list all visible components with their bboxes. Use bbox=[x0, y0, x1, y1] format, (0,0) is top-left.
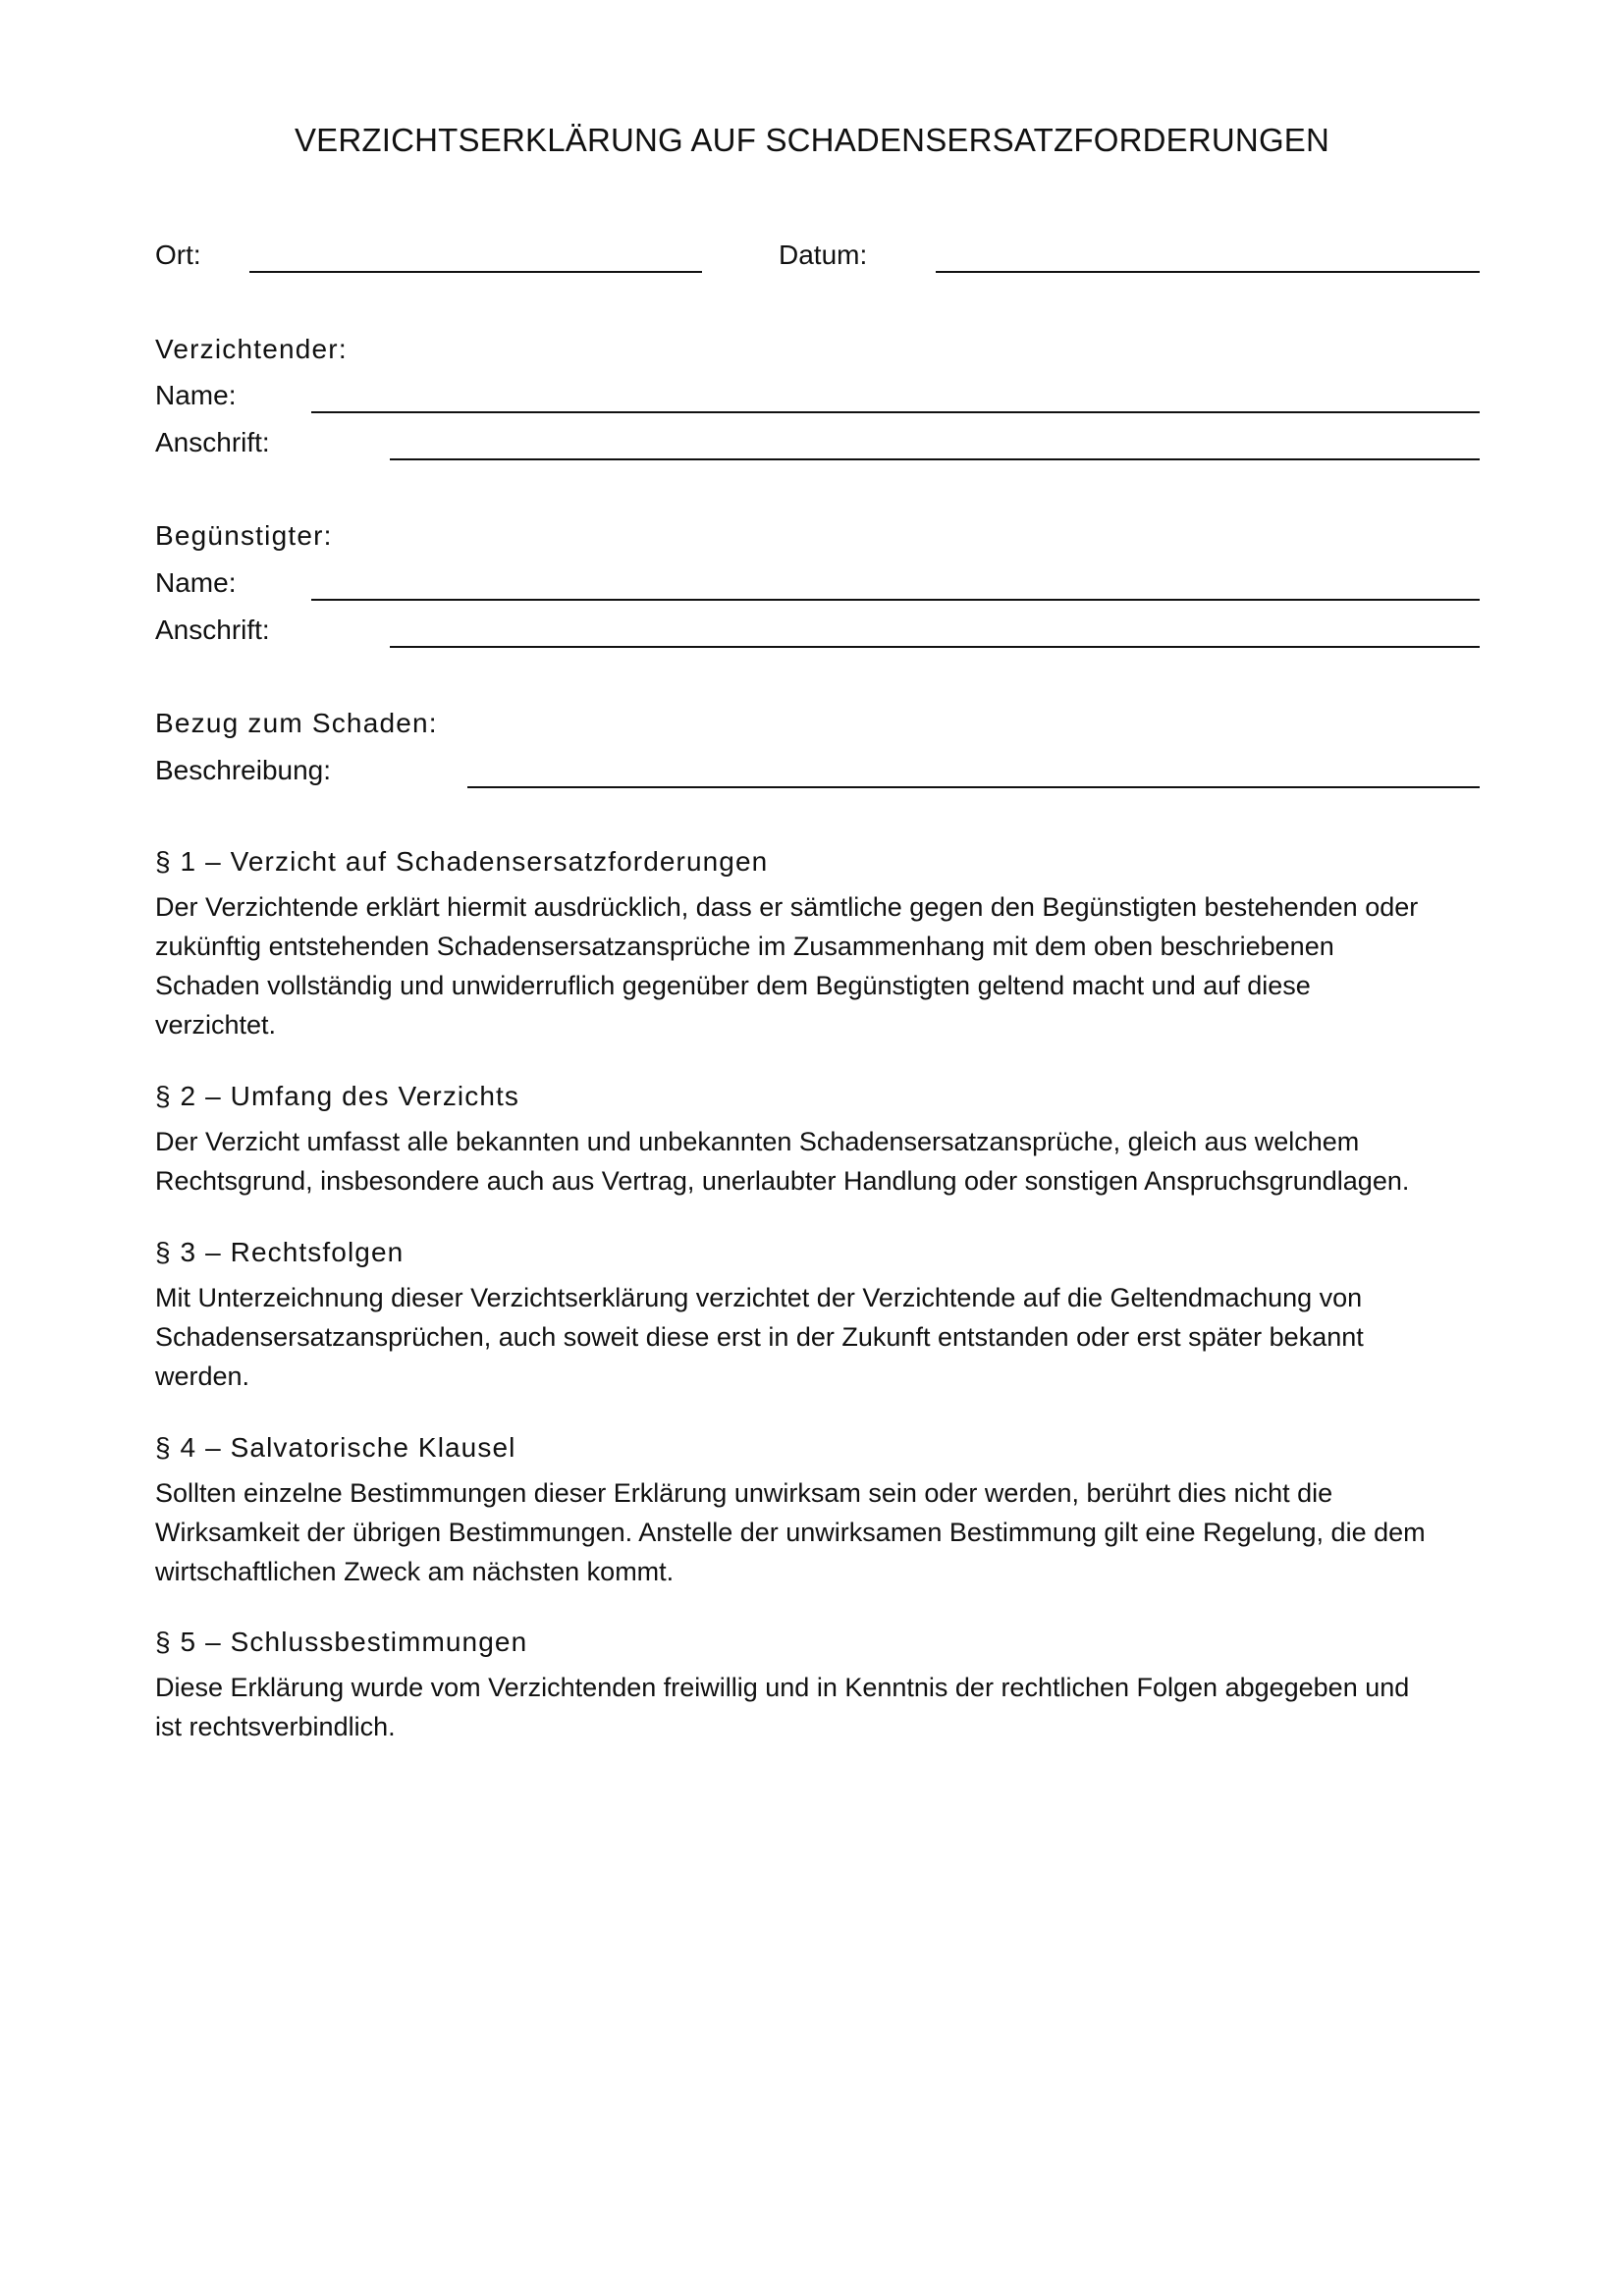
section-4 bbox=[155, 1428, 1490, 1591]
beneficiary-heading: Begünstigter: bbox=[155, 520, 333, 551]
beneficiary-name-label: Name: bbox=[155, 567, 237, 598]
document-title: VERZICHTSERKLÄRUNG AUF SCHADENSERSATZFORDERUNGEN bbox=[294, 122, 1330, 158]
waiver-party-heading: Verzichtender: bbox=[155, 334, 348, 364]
damage-description-line bbox=[467, 786, 1480, 788]
date-field[interactable] bbox=[936, 236, 1480, 271]
beneficiary-address-line bbox=[390, 646, 1480, 648]
section-body: Sollten einzelne Bestimmungen dieser Erklärung unwirksam sein oder werden, berührt dies nicht die Wirksamkeit der übrigen Bestimmungen. Anstelle der unwirksamen Bestimmung gilt eine Regelung, die dem wirtschaftlichen Zweck am nächsten kommt. bbox=[155, 1478, 1426, 1586]
beneficiary-address-field[interactable] bbox=[390, 611, 1480, 646]
damage-description-field[interactable] bbox=[467, 751, 1480, 786]
section-title: § 3 – Rechtsfolgen bbox=[155, 1237, 405, 1267]
waiver-party-name-field[interactable] bbox=[311, 376, 1480, 411]
section-3 bbox=[155, 1233, 1490, 1396]
section-2 bbox=[155, 1077, 1490, 1201]
section-body: Der Verzicht umfasst alle bekannten und unbekannten Schadensersatzansprüche, gleich aus welchem Rechtsgrund, insbesondere auch aus Vertrag, unerlaubter Handlung oder sonstigen Anspruchsgrundlagen. bbox=[155, 1127, 1410, 1196]
waiver-party-name-line bbox=[311, 411, 1480, 413]
section-5 bbox=[155, 1623, 1490, 1746]
waiver-party-address-field[interactable] bbox=[390, 423, 1480, 458]
waiver-party-address-line bbox=[390, 458, 1480, 460]
place-field[interactable] bbox=[249, 236, 702, 271]
date-label: Datum: bbox=[779, 240, 868, 270]
waiver-party-address-label: Anschrift: bbox=[155, 427, 270, 457]
waiver-party-name-label: Name: bbox=[155, 380, 237, 410]
beneficiary-name-field[interactable] bbox=[311, 563, 1480, 599]
section-title: § 5 – Schlussbestimmungen bbox=[155, 1627, 528, 1657]
section-title: § 1 – Verzicht auf Schadensersatzforderungen bbox=[155, 846, 769, 877]
place-label: Ort: bbox=[155, 240, 201, 270]
date-line bbox=[936, 271, 1480, 273]
section-title: § 2 – Umfang des Verzichts bbox=[155, 1081, 519, 1111]
place-line bbox=[249, 271, 702, 273]
section-body: Der Verzichtende erklärt hiermit ausdrücklich, dass er sämtliche gegen den Begünstigten bestehenden oder zukünftig entstehenden Schadensersatzansprüche im Zusammenhang mit dem oben beschriebenen Schaden vollständig und unwiderruflich gegenüber dem Begünstigten geltend macht und auf diese verzichtet. bbox=[155, 892, 1419, 1040]
beneficiary-address-label: Anschrift: bbox=[155, 614, 270, 645]
beneficiary-name-line bbox=[311, 599, 1480, 601]
section-body: Diese Erklärung wurde vom Verzichtenden freiwillig und in Kenntnis der rechtlichen Folgen abgegeben und ist rechtsverbindlich. bbox=[155, 1673, 1410, 1741]
damage-reference-heading: Bezug zum Schaden: bbox=[155, 708, 438, 738]
section-body: Mit Unterzeichnung dieser Verzichtserklärung verzichtet der Verzichtende auf die Geltendmachung von Schadensersatzansprüchen, auch soweit diese erst in der Zukunft entstanden oder erst später bekannt werden. bbox=[155, 1283, 1364, 1391]
section-title: § 4 – Salvatorische Klausel bbox=[155, 1432, 516, 1463]
section-1 bbox=[155, 842, 1490, 1044]
damage-description-label: Beschreibung: bbox=[155, 755, 332, 785]
